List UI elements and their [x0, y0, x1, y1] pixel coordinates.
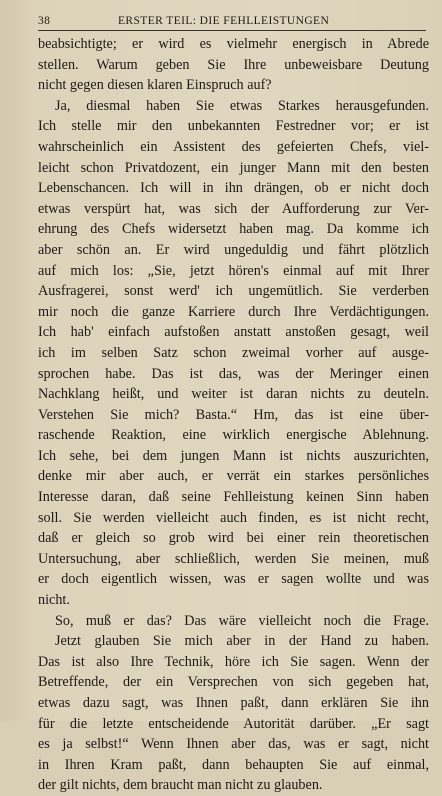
body-text	[38, 34, 429, 796]
text-line: So, muß er das? Das wäre vielleicht noch die Frage.	[55, 612, 429, 629]
text-line: denke mir aber auch, er verrät ein starkes persönliches	[38, 468, 429, 485]
text-line: ehrung des Chefs widersetzt haben mag. Da komme ich	[38, 221, 429, 238]
text-line: Lebenschancen. Ich will in ihn drängen, ob er nicht doch	[38, 180, 429, 197]
text-line: der gilt nichts, dem braucht man nicht zu glauben.	[38, 777, 323, 794]
text-line: Untersuchung, aber schließlich, werden Sie meinen, muß	[38, 550, 429, 567]
text-line: Betreffende, der ein Versprechen von sich gegeben hat,	[38, 674, 429, 691]
text-line: soll. Sie werden vielleicht auch finden, es ist nicht recht,	[38, 509, 429, 526]
text-line: aber schön an. Er wird ungeduldig und fährt plötzlich	[38, 241, 429, 258]
text-line: daß er gleich so grob wird bei einer rein theoretischen	[38, 530, 429, 547]
text-line: es ja selbst!“ Wenn Ihnen aber das, was er sagt, nicht	[38, 736, 429, 753]
text-line: wahrscheinlich ein Assistent des gefeierten Chefs, viel-	[38, 138, 429, 155]
text-line: stellen. Warum geben Sie Ihre unbeweisbare Deutung	[38, 56, 429, 73]
text-line: sprochen habe. Das ist das, was der Meringer einen	[38, 365, 429, 382]
text-line: für die letzte entscheidende Autorität darüber. „Er sagt	[38, 715, 429, 732]
text-line: etwas dazu sagt, was Ihnen paßt, dann erklären Sie ihn	[38, 695, 429, 711]
text-line: Ich sehe, bei dem jungen Mann ist nichts auszurichten,	[38, 447, 429, 464]
text-line: raschende Reaktion, eine wirklich energische Ablehnung.	[38, 427, 429, 444]
text-line: leicht schon Privatdozent, ein junger Mann mit den besten	[38, 159, 429, 176]
text-line: Ich stelle mir den unbekannten Festredner vor; er ist	[38, 118, 429, 135]
text-line: in Ihren Kram paßt, dann behaupten Sie auf einmal,	[38, 756, 429, 773]
text-line: Nachklang heißt, und weiter ist daran nichts zu deuteln.	[38, 386, 429, 403]
text-line: Ich hab' einfach aufstoßen anstatt anstoßen gesagt, weil	[38, 324, 429, 341]
header-rule	[38, 30, 426, 31]
text-line: mir noch die ganze Karriere durch Ihre Verdächtigungen.	[38, 303, 429, 320]
text-line: Ausfragerei, sonst werd' ich ungemütlich. Sie verderben	[38, 283, 429, 300]
text-line: auf mich los: „Sie, jetzt hören's einmal auf mit Ihrer	[38, 262, 429, 279]
page-number: 38	[38, 15, 51, 27]
text-line: Jetzt glauben Sie mich aber in der Hand zu haben.	[55, 633, 429, 650]
page-header	[38, 13, 424, 31]
text-line: nicht gegen diesen klaren Einspruch auf?	[38, 77, 272, 94]
text-line: beabsichtigte; er wird es vielmehr energisch in Abrede	[38, 36, 429, 52]
text-line: Ja, diesmal haben Sie etwas Starkes herausgefunden.	[55, 97, 429, 114]
running-head: ERSTER TEIL: DIE FEHLLEISTUNGEN	[118, 15, 330, 27]
text-line: er doch eigentlich wissen, was er sagen wollte und was	[38, 571, 429, 588]
text-line: Verstehen Sie mich? Basta.“ Hm, das ist eine über-	[38, 406, 429, 423]
text-line: Das ist also Ihre Technik, höre ich Sie sagen. Wenn der	[38, 653, 429, 670]
text-line: etwas verspürt hat, was sich der Aufforderung zur Ver-	[38, 200, 429, 217]
text-line: nicht.	[38, 592, 70, 609]
text-line: ich im selben Satz schon zweimal vorher auf ausge-	[38, 344, 429, 361]
text-line: Interesse daran, daß seine Fehlleistung keinen Sinn haben	[38, 489, 429, 506]
